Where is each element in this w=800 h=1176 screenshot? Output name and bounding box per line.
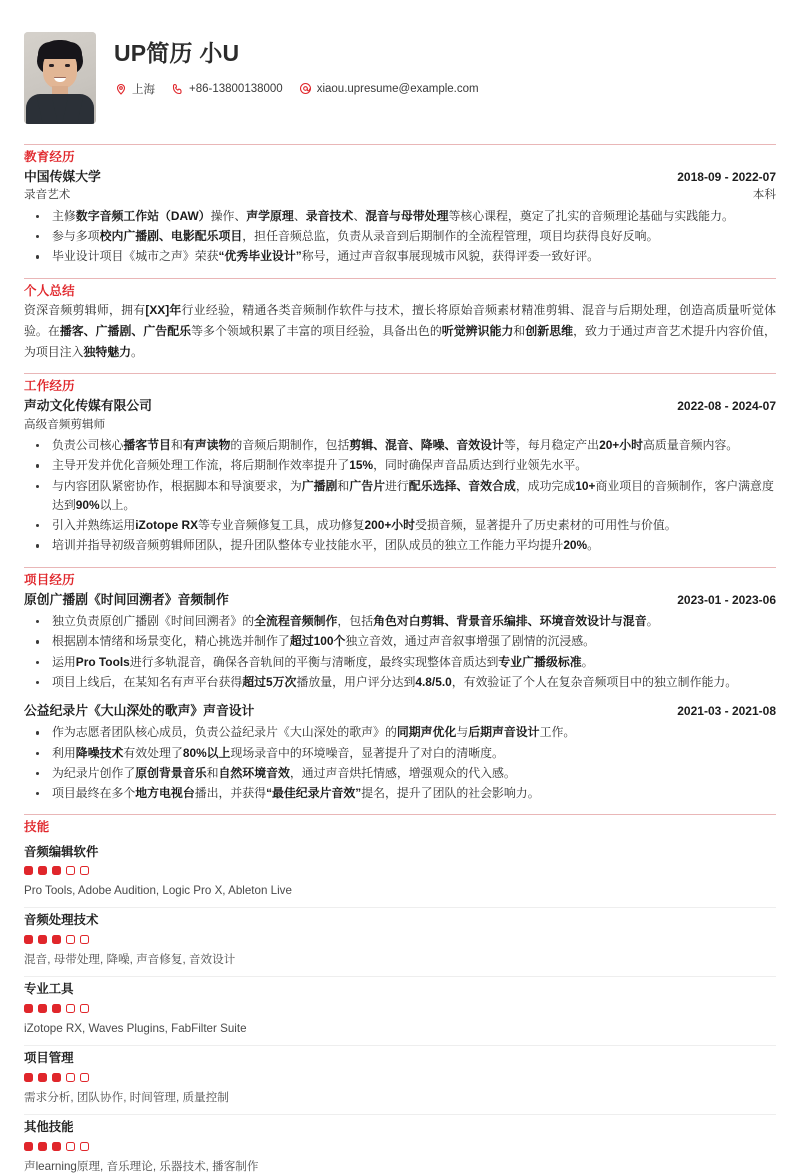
- skill-rating-dot: [52, 1004, 61, 1013]
- skill-rating-dot: [80, 1073, 89, 1082]
- skill-rating-dot: [80, 935, 89, 944]
- skill-rating-dot: [80, 866, 89, 875]
- skill-items: 需求分析, 团队协作, 时间管理, 质量控制: [24, 1089, 776, 1107]
- section-title-education: 教育经历: [24, 148, 776, 166]
- section-title-summary: 个人总结: [24, 282, 776, 300]
- contact-email-text: xiaou.upresume@example.com: [317, 83, 479, 95]
- work-bullets: [24, 436, 776, 556]
- skills-container: [24, 837, 776, 1176]
- avatar: [24, 32, 96, 124]
- education-degree: 本科: [753, 186, 776, 203]
- list-item: 独立负责原创广播剧《时间回溯者》的全流程音频制作，包括角色对白剪辑、背景音乐编排、环境音效设计与混音。: [24, 612, 776, 631]
- summary-text: 资深音频剪辑师，拥有[XX]年行业经验，精通各类音频制作软件与技术，擅长将原始音频素材精准剪辑、混音与后期处理，创造高质量听觉体验。在播客、广播剧、广告配乐等多个领域积累了丰富的项目经验，具备出色的听觉辨识能力和创新思维，致力于通过声音艺术提升内容价值，为项目注入独特魅力。: [24, 300, 776, 364]
- skill-items: Pro Tools, Adobe Audition, Logic Pro X, Ableton Live: [24, 882, 776, 900]
- company-name: 声动文化传媒有限公司: [24, 396, 152, 415]
- education-major: 录音艺术: [24, 186, 70, 203]
- skill-rating-dot: [38, 1073, 47, 1082]
- skill-rating-dot: [52, 1073, 61, 1082]
- list-item: 负责公司核心播客节目和有声读物的音频后期制作，包括剪辑、混音、降噪、音效设计等，每月稳定产出20+小时高质量音频内容。: [24, 436, 776, 455]
- list-item: 与内容团队紧密协作，根据脚本和导演要求，为广播剧和广告片进行配乐选择、音效合成，成功完成10+商业项目的音频制作，客户满意度达到90%以上。: [24, 477, 776, 516]
- project-entry-head: [24, 701, 776, 720]
- list-item: 参与多项校内广播剧、电影配乐项目，担任音频总监，负责从录音到后期制作的全流程管理，项目均获得良好反响。: [24, 227, 776, 246]
- project-entry: [24, 590, 776, 692]
- work-entry-sub: [24, 416, 776, 433]
- skill-group: [24, 900, 776, 969]
- list-item: 利用降噪技术有效处理了80%以上现场录音中的环境噪音，显著提升了对白的清晰度。: [24, 744, 776, 763]
- skill-group: [24, 837, 776, 901]
- education-date: 2018-09 - 2022-07: [677, 168, 776, 186]
- section-summary: [24, 268, 776, 364]
- list-item: 主导开发并优化音频处理工作流，将后期制作效率提升了15%，同时确保声音品质达到行业领先水平。: [24, 456, 776, 475]
- skill-rating-dot: [52, 935, 61, 944]
- contact-location-text: 上海: [132, 81, 155, 97]
- skill-rating-dot: [38, 1142, 47, 1151]
- skill-divider: [24, 1045, 776, 1046]
- skill-rating-dot: [80, 1142, 89, 1151]
- project-entry-head: [24, 590, 776, 609]
- skill-rating-dot: [66, 1142, 75, 1151]
- section-skills: [24, 804, 776, 1176]
- skill-items: iZotope RX, Waves Plugins, FabFilter Suite: [24, 1020, 776, 1038]
- skill-group: [24, 1107, 776, 1176]
- skill-rating-dot: [38, 1004, 47, 1013]
- list-item: 项目上线后，在某知名有声平台获得超过5万次播放量，用户评分达到4.8/5.0，有效验证了个人在复杂音频项目中的独立制作能力。: [24, 673, 776, 692]
- work-entry-head: [24, 396, 776, 415]
- skill-rating-dot: [24, 1142, 33, 1151]
- skill-divider: [24, 976, 776, 977]
- school-name: 中国传媒大学: [24, 167, 101, 186]
- skill-rating-dot: [52, 1142, 61, 1151]
- skill-rating-dot: [38, 866, 47, 875]
- section-work: [24, 363, 776, 555]
- section-divider: [24, 278, 776, 279]
- section-divider: [24, 144, 776, 145]
- skill-group-name: 专业工具: [24, 981, 776, 999]
- project-bullets: [24, 723, 776, 803]
- contact-location: [114, 81, 155, 97]
- education-entry: [24, 167, 776, 266]
- skill-group: [24, 1038, 776, 1107]
- skill-rating: [24, 1004, 776, 1013]
- skill-rating-dot: [52, 866, 61, 875]
- skill-group-name: 音频编辑软件: [24, 844, 776, 862]
- skill-rating: [24, 1142, 776, 1151]
- contact-email: [299, 82, 479, 95]
- project-bullets: [24, 612, 776, 692]
- skill-rating-dot: [38, 935, 47, 944]
- skill-group: [24, 969, 776, 1038]
- phone-icon: [171, 82, 184, 95]
- skill-items: 声learning原理, 音乐理论, 乐器技术, 播客制作: [24, 1158, 776, 1176]
- project-date: 2021-03 - 2021-08: [677, 702, 776, 720]
- section-title-work: 工作经历: [24, 377, 776, 395]
- skill-rating: [24, 1073, 776, 1082]
- work-date: 2022-08 - 2024-07: [677, 397, 776, 415]
- skill-divider: [24, 907, 776, 908]
- section-title-projects: 项目经历: [24, 571, 776, 589]
- contact-row: [114, 81, 479, 97]
- project-name: 公益纪录片《大山深处的歌声》声音设计: [24, 701, 254, 720]
- section-title-skills: 技能: [24, 818, 776, 836]
- job-title: 高级音频剪辑师: [24, 416, 105, 433]
- project-date: 2023-01 - 2023-06: [677, 591, 776, 609]
- section-education: [24, 134, 776, 267]
- skill-rating: [24, 935, 776, 944]
- skill-rating-dot: [24, 935, 33, 944]
- skill-rating-dot: [66, 866, 75, 875]
- work-entry: [24, 396, 776, 555]
- skill-rating-dot: [66, 935, 75, 944]
- list-item: 引入并熟练运用iZotope RX等专业音频修复工具，成功修复200+小时受损音频，显著提升了历史素材的可用性与价值。: [24, 516, 776, 535]
- email-at-icon: [299, 82, 312, 95]
- section-projects: [24, 557, 776, 804]
- identity-block: [114, 32, 479, 97]
- contact-phone: [171, 82, 283, 95]
- contact-phone-text: +86-13800138000: [189, 83, 283, 95]
- skill-rating-dot: [80, 1004, 89, 1013]
- list-item: 项目最终在多个地方电视台播出，并获得“最佳纪录片音效”提名，提升了团队的社会影响力。: [24, 784, 776, 803]
- skill-items: 混音, 母带处理, 降噪, 声音修复, 音效设计: [24, 951, 776, 969]
- candidate-name: UP简历 小U: [114, 40, 479, 68]
- education-entry-sub: [24, 186, 776, 203]
- resume-header: [24, 0, 776, 134]
- list-item: 主修数字音频工作站（DAW）操作、声学原理、录音技术、混音与母带处理等核心课程，奠定了扎实的音频理论基础与实践能力。: [24, 207, 776, 226]
- list-item: 为纪录片创作了原创背景音乐和自然环境音效，通过声音烘托情感，增强观众的代入感。: [24, 764, 776, 783]
- skill-rating-dot: [24, 866, 33, 875]
- skill-group-name: 其他技能: [24, 1119, 776, 1137]
- education-entry-head: [24, 167, 776, 186]
- skill-divider: [24, 1114, 776, 1115]
- skill-rating-dot: [24, 1004, 33, 1013]
- skill-group-name: 项目管理: [24, 1050, 776, 1068]
- section-divider: [24, 373, 776, 374]
- list-item: 作为志愿者团队核心成员，负责公益纪录片《大山深处的歌声》的同期声优化与后期声音设计工作。: [24, 723, 776, 742]
- list-item: 根据剧本情绪和场景变化，精心挑选并制作了超过100个独立音效，通过声音叙事增强了剧情的沉浸感。: [24, 632, 776, 651]
- list-item: 毕业设计项目《城市之声》荣获“优秀毕业设计”称号，通过声音叙事展现城市风貌，获得评委一致好评。: [24, 247, 776, 266]
- skill-group-name: 音频处理技术: [24, 912, 776, 930]
- list-item: 运用Pro Tools进行多轨混音，确保各音轨间的平衡与清晰度，最终实现整体音质达到专业广播级标准。: [24, 653, 776, 672]
- education-bullets: [24, 207, 776, 267]
- skill-rating-dot: [66, 1073, 75, 1082]
- list-item: 培训并指导初级音频剪辑师团队，提升团队整体专业技能水平，团队成员的独立工作能力平均提升20%。: [24, 536, 776, 555]
- project-entry: [24, 701, 776, 803]
- project-name: 原创广播剧《时间回溯者》音频制作: [24, 590, 229, 609]
- skill-rating-dot: [66, 1004, 75, 1013]
- section-divider: [24, 814, 776, 815]
- skill-rating-dot: [24, 1073, 33, 1082]
- section-divider: [24, 567, 776, 568]
- skill-rating: [24, 866, 776, 875]
- location-pin-icon: [114, 82, 127, 95]
